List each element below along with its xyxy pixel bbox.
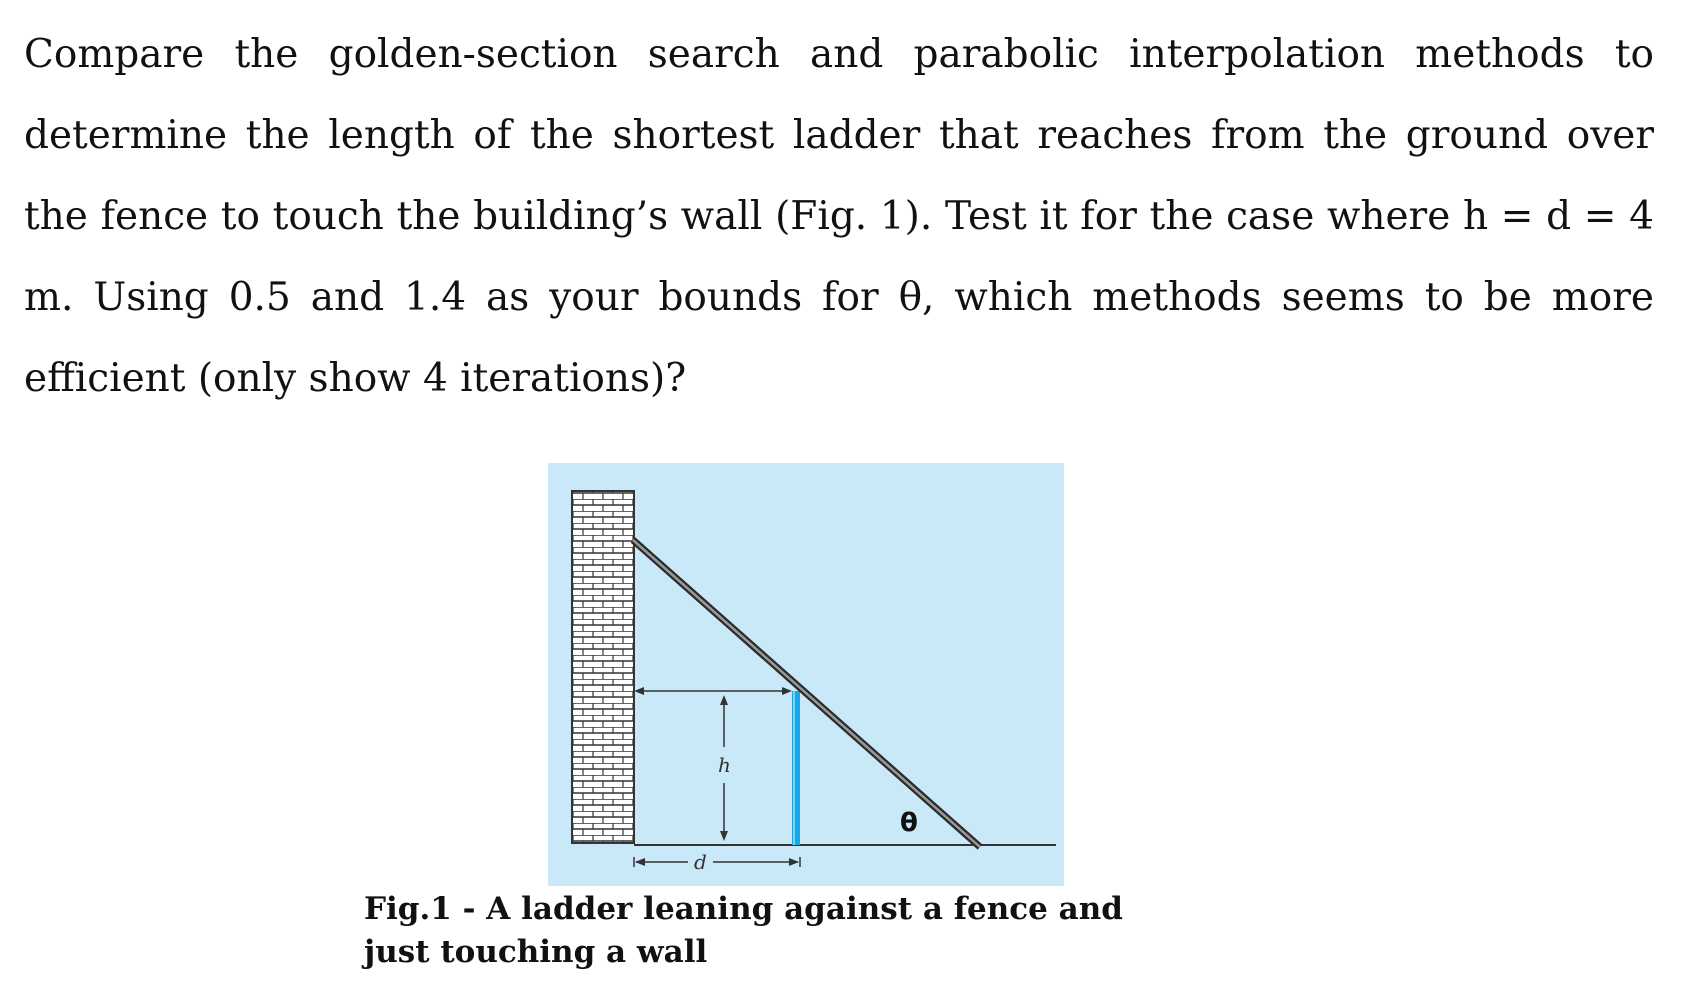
problem-text: Compare the golden-section search and parabolic interpolation methods to determine the length of the shortest ladder that reaches from the ground over the fence to touch the building’s wall (Fig. 1). Test it for the case where h = d = 4 m. Using 0.5 and 1.4 as your bounds for θ, which methods seems to be more efficient (only show 4 iterations)?	[24, 32, 1654, 401]
figure-caption: Fig.1 - A ladder leaning against a fence and just touching a wall	[364, 891, 1123, 970]
label-theta: θ	[900, 808, 918, 838]
fence	[792, 691, 800, 845]
problem-statement	[24, 14, 1654, 419]
ladder-figure	[548, 463, 1064, 886]
label-h: h	[718, 753, 731, 777]
label-d: d	[694, 850, 707, 874]
brick-wall	[572, 491, 634, 843]
